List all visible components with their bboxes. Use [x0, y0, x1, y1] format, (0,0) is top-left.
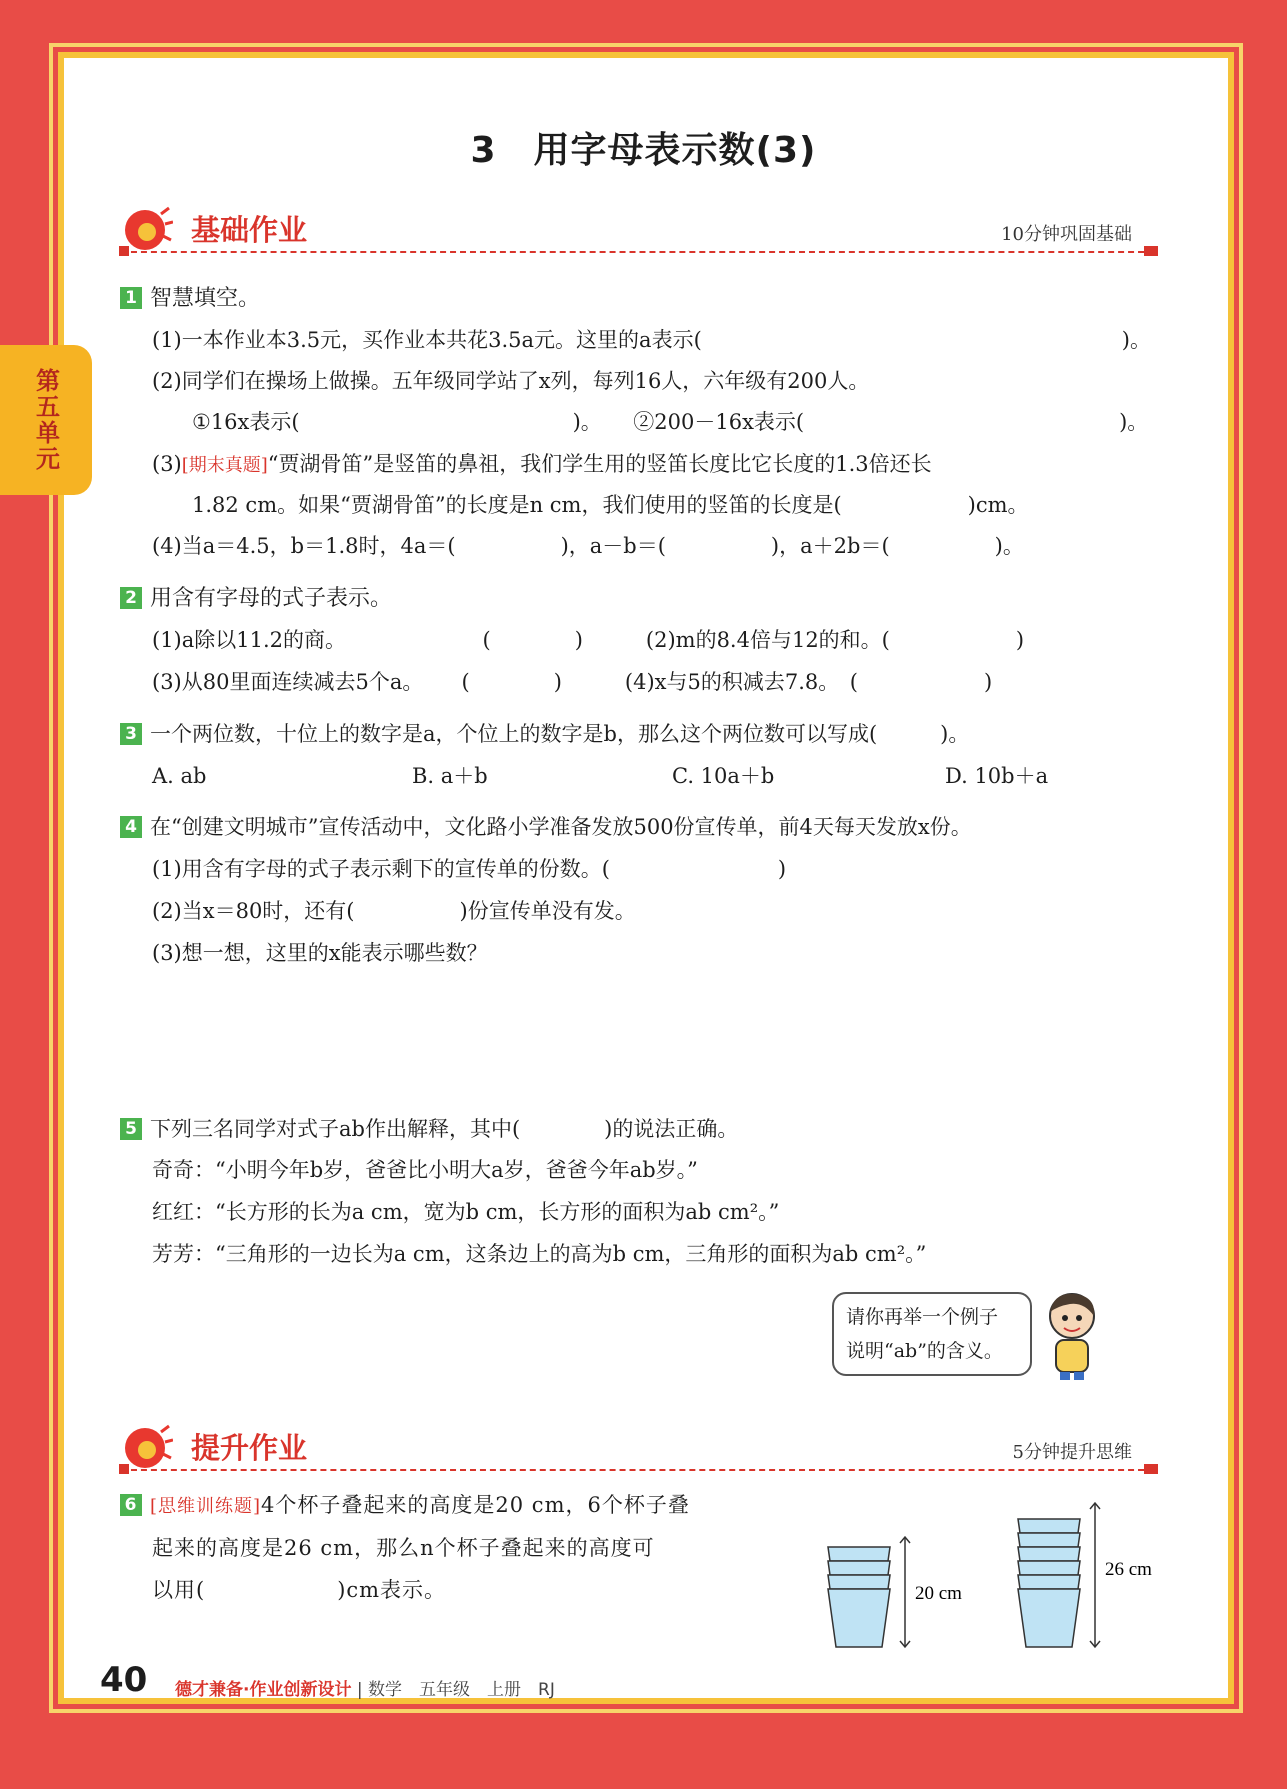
q1-heading: 1 智慧填空。: [120, 285, 260, 313]
q1-line-4: (3)[期末真题]“贾湖骨笛”是竖笛的鼻祖，我们学生用的竖笛长度比它长度的1.3倍还长: [152, 452, 932, 476]
q1-line-1: (1)一本作业本3.5元，买作业本共花3.5a元。这里的a表示( )。: [152, 328, 1151, 352]
cup: [828, 1575, 890, 1589]
advanced-section-label: 提升作业: [191, 1431, 308, 1465]
q6-line-1: 6 [思维训练题]4个杯子叠起来的高度是20 cm，6个杯子叠: [120, 1491, 690, 1521]
q3-option-d: D. 10b＋a: [945, 764, 1049, 788]
cup: [828, 1547, 890, 1561]
q6-number: 6: [120, 1494, 142, 1516]
height-large-label: 26 cm: [1105, 1559, 1152, 1580]
q1-line-2: (2)同学们在操场上做操。五年级同学站了x列，每列16人，六年级有200人。: [152, 369, 870, 393]
boy-mascot-icon: [1040, 1290, 1104, 1382]
q1-line-6: (4)当a＝4.5，b＝1.8时，4a＝( )，a－b＝( )，a＋2b＝( )。: [152, 534, 1024, 558]
basic-section-note: 10分钟巩固基础: [1001, 224, 1132, 245]
advanced-section-header: [115, 1418, 1160, 1478]
height-small-label: 20 cm: [915, 1583, 962, 1604]
q2-line-1: (1)a除以11.2的商。 ( ) (2)m的8.4倍与12的和。( ): [152, 628, 1025, 652]
q5-line-2: 红红：“长方形的长为a cm，宽为b cm，长方形的面积为ab cm²。”: [152, 1200, 780, 1224]
footer-brand: 德才兼备·作业创新设计: [175, 1680, 352, 1700]
q1-line-3: ①16x表示( )。 ②200－16x表示( )。: [192, 410, 1149, 434]
q5-line-3: 芳芳：“三角形的一边长为a cm，这条边上的高为b cm，三角形的面积为ab cm²。”: [152, 1242, 927, 1266]
q2-number: 2: [120, 587, 142, 609]
q4-line-2: (2)当x＝80时，还有( )份宣传单没有发。: [152, 899, 636, 923]
q5-number: 5: [120, 1118, 142, 1140]
q2-heading: 2 用含有字母的式子表示。: [120, 585, 392, 613]
q2-line-2: (3)从80里面连续减去5个a。 ( ) (4)x与5的积减去7.8。 ( ): [152, 670, 993, 694]
cup: [1018, 1519, 1080, 1533]
cup: [1018, 1533, 1080, 1547]
q6-line-2: 起来的高度是26 cm，那么n个杯子叠起来的高度可: [152, 1536, 655, 1560]
q3-option-b: B. a＋b: [412, 764, 488, 788]
page-title: 3 用字母表示数(3): [470, 130, 817, 171]
page-number: 40: [100, 1660, 148, 1700]
q3-option-a: A. ab: [152, 764, 207, 788]
q3-number: 3: [120, 723, 142, 745]
q1-number: 1: [120, 287, 142, 309]
q3-heading: 3 一个两位数，十位上的数字是a，个位上的数字是b，那么这个两位数可以写成( )。: [120, 720, 969, 748]
cups-stack-small: [820, 1495, 990, 1655]
advanced-section-note: 5分钟提升思维: [1012, 1442, 1132, 1463]
cup: [828, 1561, 890, 1575]
basic-section-header: [115, 200, 1160, 260]
q3-option-c: C. 10a＋b: [672, 764, 775, 788]
q4-line-1: (1)用含有字母的式子表示剩下的宣传单的份数。( ): [152, 857, 787, 881]
cup: [1018, 1561, 1080, 1575]
q5-heading: 5 下列三名同学对式子ab作出解释，其中( )的说法正确。: [120, 1115, 738, 1143]
speech-bubble: 请你再举一个例子 说明“ab”的含义。: [832, 1292, 1032, 1376]
q5-line-1: 奇奇：“小明今年b岁，爸爸比小明大a岁，爸爸今年ab岁。”: [152, 1158, 698, 1182]
basic-section-label: 基础作业: [191, 213, 308, 247]
cups-stack-large: [1010, 1495, 1185, 1655]
q6-line-3: 以用( )cm表示。: [152, 1578, 447, 1602]
cup: [1018, 1547, 1080, 1561]
unit-tab: 第五单元: [0, 345, 92, 495]
q4-number: 4: [120, 816, 142, 838]
footer-text: 德才兼备·作业创新设计 | 数学 五年级 上册 RJ: [175, 1680, 555, 1700]
cup: [828, 1589, 890, 1647]
exam-tag: [期末真题]: [181, 455, 268, 476]
cup: [1018, 1589, 1080, 1647]
thinking-tag: [思维训练题]: [150, 1496, 262, 1517]
cup: [1018, 1575, 1080, 1589]
q1-line-5: 1.82 cm。如果“贾湖骨笛”的长度是n cm，我们使用的竖笛的长度是( )cm。: [192, 493, 1029, 517]
q4-heading: 4 在“创建文明城市”宣传活动中，文化路小学准备发放500份宣传单，前4天每天发放x份。: [120, 813, 972, 841]
q4-line-3: (3)想一想，这里的x能表示哪些数？: [152, 941, 488, 965]
footer-info: 数学 五年级 上册 RJ: [368, 1680, 555, 1700]
